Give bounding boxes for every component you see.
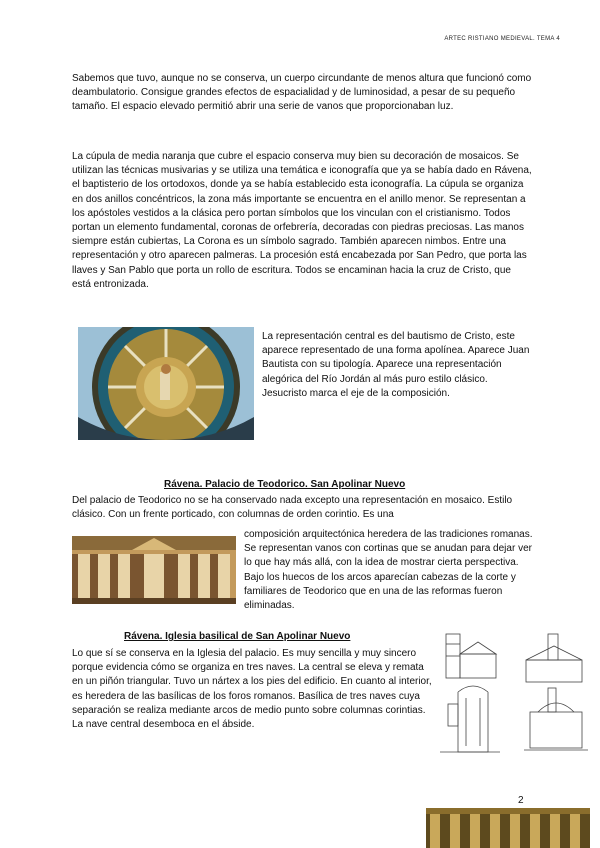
page-number: 2 — [518, 795, 524, 806]
baptism-caption: La representación central es del bautismo de Cristo, este aparece representado de una forma apolínea. Aparece Juan Bautista con su tipología. Aparece una representación alegórica del Río Jordán al más puro estilo clásico. Jesucristo marca el eje de la composición. — [262, 331, 530, 399]
paragraph-palace-composition: composición arquitectónica heredera de las tradiciones romanas. Se representan vanos con cortinas que se anudan para dejar ver lo que hay más allá, con la idea de mostrar cierta perspectiva. Bajo los huecos de los arcos aparecían cabezas de la corte y familiares de Teodorico que en una de las reformas fueron eliminadas. — [244, 529, 533, 612]
paragraph-dome-mosaics: La cúpula de media naranja que cubre el espacio conserva muy bien su decoración de mosaicos. Se utilizan las técnicas musivarias y se utiliza una temática e iconografía que ya se había dado en Rávena, el baptisterio de los ortodoxos, donde ya se había establecido esta iconografía. La cúpula se organiza en dos anillos concéntricos, la zona más importante se encuentra en el anillo menor. Se representan a los apóstoles vestidos a la clásica pero portan símbolos que los vinculan con el cristianismo. Todos portan un elemento fundamental, coronas de orfebrería, decoradas con piedras preciosas. Las manos siempre están cubiertas, La Corona es un símbolo sagrado. También aparecen nimbos. Entre una representación y otro aparecen palmeras. La procesión está encabezada por San Pedro, que porta las llaves y San Pablo que porta un rollo de escritura. Todos se encaminan hacia la cruz de Cristo, que está entronizada. — [72, 151, 532, 290]
section-heading-palace: Rávena. Palacio de Teodorico. San Apolinar Nuevo — [164, 479, 406, 490]
paragraph-basilica: Lo que sí se conserva en la Iglesia del palacio. Es muy sencilla y muy sincero porque evidencia cómo se organiza en tres naves. La central se eleva y remata en un piñón triangular. Tuvo un nártex a los pies del edificio. En cuanto al interior, es heredera de las basílicas de los foros romanos. Basílica de tres naves cuya separación se realiza mediante arcos de medio punto sobre columnas corintias. La nave central desemboca en el ábside. — [72, 648, 432, 731]
palace-mosaic-image — [72, 536, 236, 604]
section-heading-basilica: Rávena. Iglesia basilical de San Apolinar Nuevo — [124, 631, 351, 642]
dome-mosaic-image — [78, 327, 254, 440]
basilica-drawings-image — [440, 628, 588, 758]
paragraph-ambulatory: Sabemos que tuvo, aunque no se conserva, un cuerpo circundante de menos altura que funcionó como deambulatorio. Consigue grandes efectos de espacialidad y de luminosidad, a pesar de su pequeño tamaño. El espacio elevado permitió abrir una serie de vanos que proporcionaban luz. — [72, 73, 532, 113]
paragraph-palace-intro: Del palacio de Teodorico no se ha conservado nada excepto una representación en mosaico. Estilo clásico. Con un frente porticado, con columnas de orden corintio. Es una — [72, 495, 513, 521]
running-header: ARTEC RISTIANO MEDIEVAL. TEMA 4 — [444, 36, 560, 42]
nave-mosaic-image — [426, 808, 590, 848]
